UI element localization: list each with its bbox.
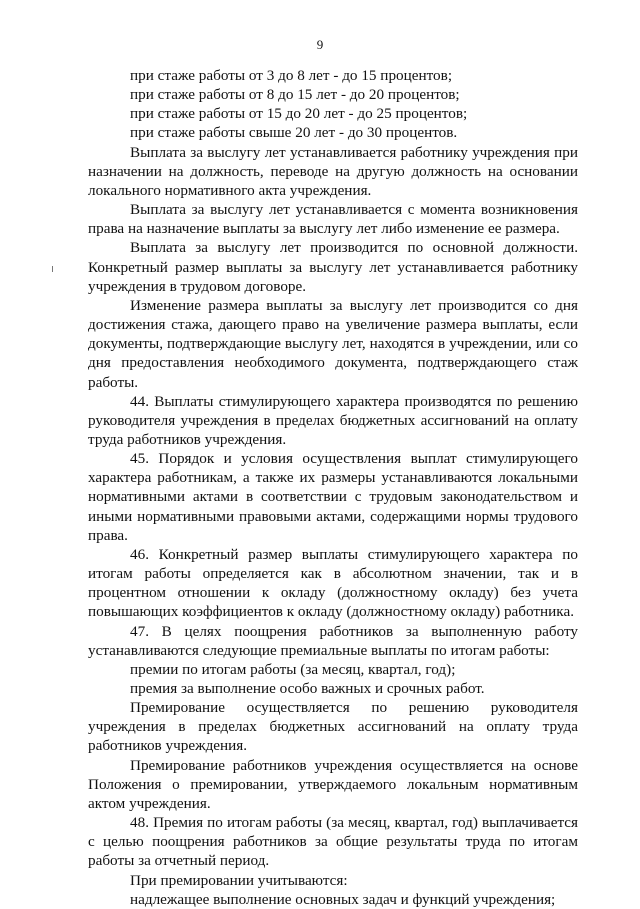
paragraph-46: 46. Конкретный размер выплаты стимулирующего характера по итогам работы определяется как в абсолютном значении, так и в процентном отношении к окладу (должностному окладу) без учета повышающих коэффициентов к окладу (должностному окладу) работника. <box>88 545 578 621</box>
list-item-bonus-urgent: премия за выполнение особо важных и срочных работ. <box>130 680 485 697</box>
document-body <box>88 66 578 909</box>
paragraph-44: 44. Выплаты стимулирующего характера производятся по решению руководителя учреждения в пределах бюджетных ассигнований на оплату труда работников учреждения. <box>88 392 578 448</box>
list-item-proper-performance: надлежащее выполнение основных задач и функций учреждения; <box>130 890 556 908</box>
paragraph-48: 48. Премия по итогам работы (за месяц, квартал, год) выплачивается с целью поощрения работников за общие результаты труда по итогам работы за отчетный период. <box>88 814 578 870</box>
paragraph-bonus-considered: При премировании учитываются: <box>130 871 348 889</box>
paragraph-47: 47. В целях поощрения работников за выполненную работу устанавливаются следующие премиальные выплаты по итогам работы: <box>88 622 578 659</box>
list-item-bonus-period: премии по итогам работы (за месяц, квартал, год); <box>130 660 456 678</box>
paragraph-bonus-regulation: Премирование работников учреждения осуществляется на основе Положения о премировании, утверждаемого локальным нормативным актом учреждения. <box>88 756 578 812</box>
list-item-seniority-8-15: при стаже работы от 8 до 15 лет - до 20 процентов; <box>130 86 460 104</box>
list-item-seniority-15-20: при стаже работы от 15 до 20 лет - до 25 процентов; <box>130 105 468 123</box>
paragraph-seniority-main-position: Выплата за выслугу лет производится по основной должности. Конкретный размер выплаты за выслугу лет устанавливается работнику учреждения в трудовом договоре. <box>88 239 578 295</box>
paragraph-seniority-change: Изменение размера выплаты за выслугу лет производится со дня достижения стажа, дающего право на увеличение размера выплаты, если документы, подтверждающие выслугу лет, находятся в учреждении, или со дня предоставления необходимого документа, подтверждающего стаж работы. <box>88 296 578 391</box>
page-number: 9 <box>316 37 324 52</box>
paragraph-seniority-assignment: Выплата за выслугу лет устанавливается работнику учреждения при назначении на должность, переводе на другую должность на основании локального нормативного акта учреждения. <box>88 143 578 199</box>
list-item-seniority-3-8: при стаже работы от 3 до 8 лет - до 15 процентов; <box>130 67 453 84</box>
margin-mark <box>52 266 53 272</box>
paragraph-bonus-decision: Премирование осуществляется по решению руководителя учреждения в пределах бюджетных ассигнований на оплату труда работников учреждения. <box>88 699 578 755</box>
paragraph-seniority-start: Выплата за выслугу лет устанавливается с момента возникновения права на назначение выплаты за выслугу лет либо изменение ее размера. <box>88 201 578 238</box>
paragraph-45: 45. Порядок и условия осуществления выплат стимулирующего характера работникам, а также их размеры устанавливаются локальными нормативными актами в соответствии с трудовым законодательством и иными нормативными правовыми актами, содержащими нормы трудового права. <box>88 450 578 544</box>
list-item-seniority-over-20: при стаже работы свыше 20 лет - до 30 процентов. <box>130 124 458 142</box>
